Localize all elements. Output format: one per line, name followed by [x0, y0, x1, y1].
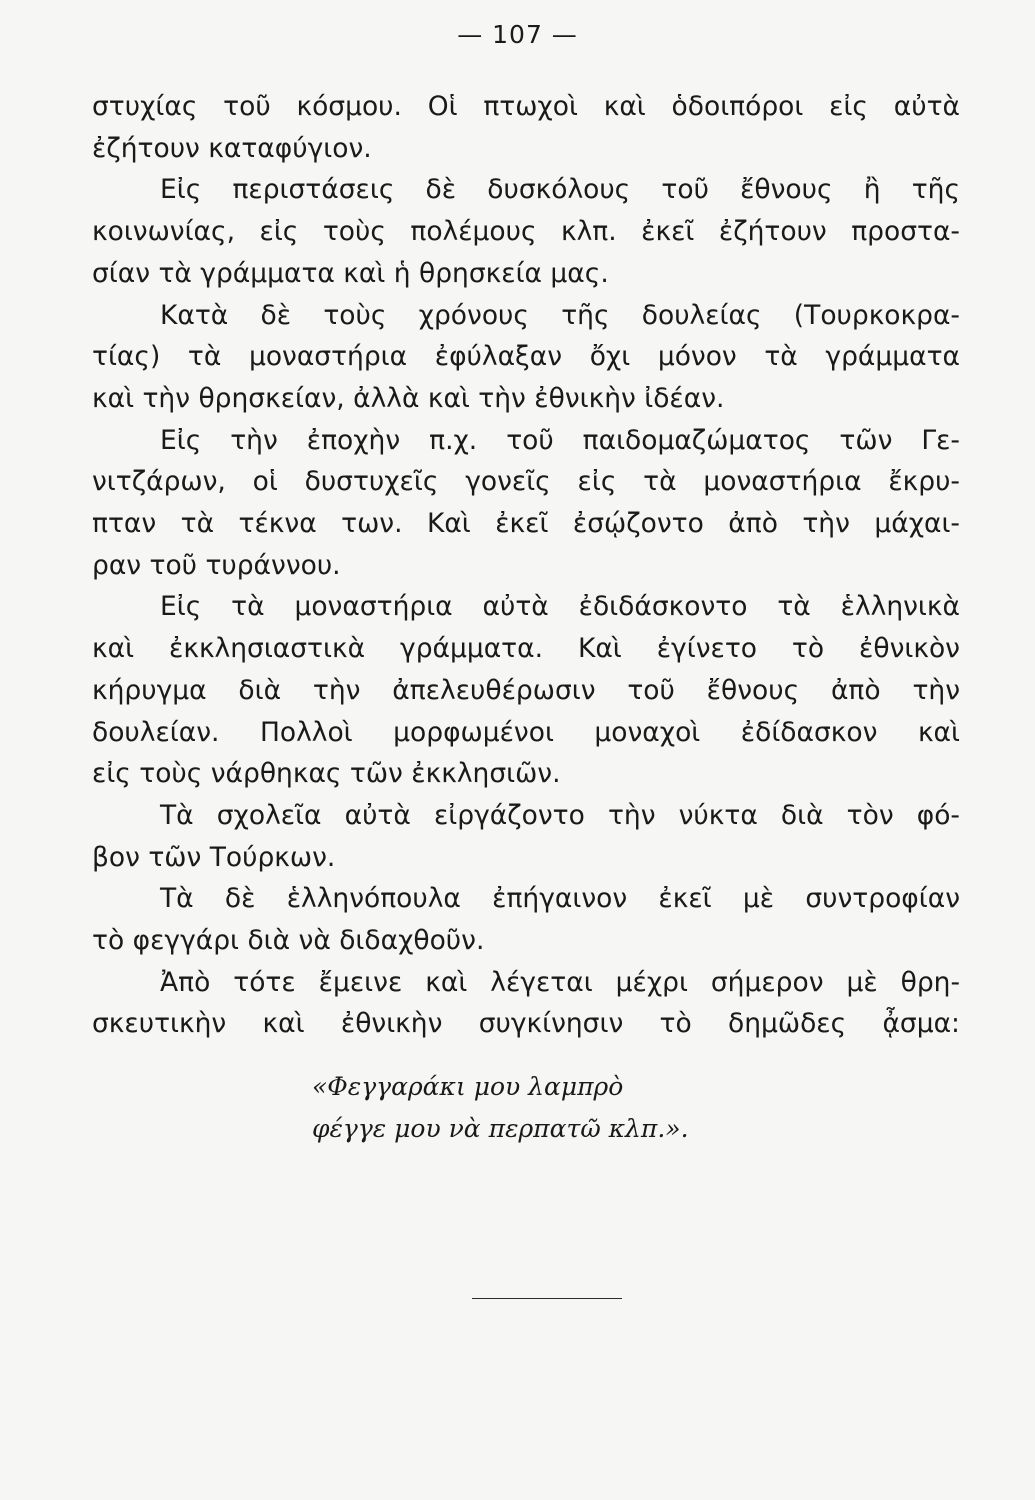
end-divider	[472, 1298, 622, 1299]
text-line: κοινωνίας, εἰς τοὺς πολέμους κλπ. ἐκεῖ ἐζήτουν προστα-	[92, 216, 960, 248]
text-line: νιτζάρων, οἱ δυστυχεῖς γονεῖς εἰς τὰ μοναστήρια ἔκρυ-	[92, 466, 960, 498]
text-line: Τὰ δὲ ἑλληνόπουλα ἐπήγαινον ἐκεῖ μὲ συντροφίαν	[160, 883, 960, 915]
text-line: ραν τοῦ τυράννου.	[92, 549, 341, 581]
text-line: τίας) τὰ μοναστήρια ἐφύλαξαν ὄχι μόνον τὰ γράμματα	[92, 341, 960, 373]
text-line: στυχίας τοῦ κόσμου. Οἱ πτωχοὶ καὶ ὁδοιπόροι εἰς αὐτὰ	[92, 91, 960, 122]
text-line: Εἰς περιστάσεις δὲ δυσκόλους τοῦ ἔθνους ἢ τῆς	[160, 174, 960, 206]
text-line: σκευτικὴν καὶ ἐθνικὴν συγκίνησιν τὸ δημῶδες ᾆσμα:	[92, 1008, 960, 1040]
text-line: καὶ τὴν θρησκείαν, ἀλλὰ καὶ τὴν ἐθνικὴν ἰδέαν.	[92, 382, 725, 414]
text-line: Εἰς τὰ μοναστήρια αὐτὰ ἐδιδάσκοντο τὰ ἑλληνικὰ	[160, 591, 960, 623]
text-line: τὸ φεγγάρι διὰ νὰ διδαχθοῦν.	[92, 925, 485, 957]
text-line: ἐζήτουν καταφύγιον.	[92, 132, 372, 164]
text-line: Κατὰ δὲ τοὺς χρόνους τῆς δουλείας (Τουρκοκρα-	[160, 299, 960, 331]
text-line: πταν τὰ τέκνα των. Καὶ ἐκεῖ ἐσῴζοντο ἀπὸ τὴν μάχαι-	[92, 508, 960, 540]
poem-line: φέγγε μου νὰ περπατῶ κλπ.».	[312, 1114, 689, 1143]
text-line: Εἰς τὴν ἐποχὴν π.χ. τοῦ παιδομαζώματος τῶν Γε-	[160, 424, 960, 456]
page-number: — 107 —	[457, 20, 578, 49]
text-line: σίαν τὰ γράμματα καὶ ἡ θρησκεία μας.	[92, 257, 609, 289]
text-line: δουλείαν. Πολλοὶ μορφωμένοι μοναχοὶ ἐδίδασκον καὶ	[92, 716, 960, 748]
text-line: εἰς τοὺς νάρθηκας τῶν ἐκκλησιῶν.	[92, 758, 561, 790]
poem-line: «Φεγγαράκι μου λαμπρὸ	[312, 1072, 624, 1101]
text-line: κήρυγμα διὰ τὴν ἀπελευθέρωσιν τοῦ ἔθνους ἀπὸ τὴν	[92, 674, 960, 706]
text-line: βον τῶν Τούρκων.	[92, 841, 336, 873]
body-text	[92, 86, 960, 1045]
text-line: καὶ ἐκκλησιαστικὰ γράμματα. Καὶ ἐγίνετο τὸ ἐθνικὸν	[92, 633, 960, 665]
text-line: Ἀπὸ τότε ἔμεινε καὶ λέγεται μέχρι σήμερον μὲ θρη-	[160, 966, 960, 998]
text-line: Τὰ σχολεῖα αὐτὰ εἰργάζοντο τὴν νύκτα διὰ τὸν φό-	[160, 799, 960, 831]
